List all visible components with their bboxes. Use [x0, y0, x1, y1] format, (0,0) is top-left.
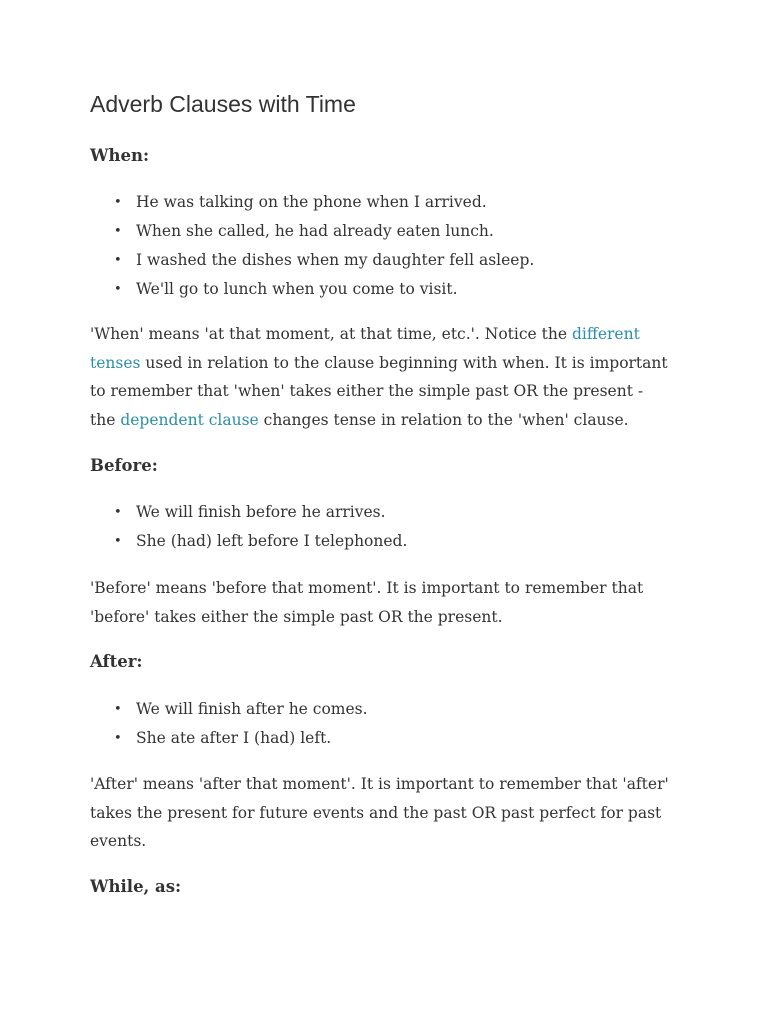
link-different[interactable]: different	[571, 325, 640, 343]
bullet-icon: •	[114, 505, 122, 520]
paragraph-text: 'Before' means 'before that moment'. It is important to remember that	[90, 579, 644, 597]
bullet-icon: •	[114, 534, 122, 549]
bullet-icon: •	[114, 702, 122, 717]
before-examples-list	[90, 498, 407, 556]
list-item	[90, 275, 534, 304]
when-explanation	[90, 320, 690, 434]
bullet-icon: •	[114, 253, 122, 268]
link-tenses[interactable]: tenses	[90, 353, 141, 372]
heading-while-as: While, as:	[90, 877, 182, 896]
page-title: Adverb Clauses with Time	[90, 91, 356, 117]
example-text: We will finish before he arrives.	[136, 503, 386, 521]
bullet-icon: •	[114, 731, 122, 746]
bullet-icon: •	[114, 224, 122, 239]
list-item	[90, 217, 534, 246]
example-text: He was talking on the phone when I arrived.	[136, 193, 487, 211]
example-text: She (had) left before I telephoned.	[136, 532, 408, 550]
paragraph-text: takes the present for future events and the past OR past perfect for past	[90, 803, 662, 822]
paragraph-text: used in relation to the clause beginning with when. It is important	[140, 353, 668, 372]
after-examples-list	[90, 695, 368, 753]
heading-when: When:	[90, 146, 150, 165]
paragraph-text: 'After' means 'after that moment'. It is important to remember that 'after'	[90, 775, 669, 793]
heading-before: Before:	[90, 456, 158, 475]
after-explanation	[90, 770, 690, 856]
example-text: She ate after I (had) left.	[136, 729, 332, 747]
paragraph-text: to remember that 'when' takes either the simple past OR the present -	[90, 382, 644, 400]
example-text: When she called, he had already eaten lunch.	[136, 222, 494, 240]
list-item	[90, 246, 534, 275]
list-item	[90, 527, 407, 556]
when-examples-list	[90, 188, 534, 304]
list-item	[90, 188, 534, 217]
paragraph-text: changes tense in relation to the 'when' clause.	[258, 410, 629, 429]
link-dependent-clause[interactable]: dependent clause	[120, 410, 259, 429]
paragraph-text: the	[90, 410, 121, 429]
list-item	[90, 498, 407, 527]
list-item	[90, 724, 368, 753]
paragraph-text: 'before' takes either the simple past OR the present.	[90, 607, 503, 626]
heading-after: After:	[90, 652, 143, 671]
example-text: I washed the dishes when my daughter fell asleep.	[136, 251, 535, 269]
bullet-icon: •	[114, 195, 122, 210]
example-text: We'll go to lunch when you come to visit.	[136, 280, 458, 298]
paragraph-text: 'When' means 'at that moment, at that time, etc.'. Notice the	[90, 325, 572, 343]
before-explanation	[90, 574, 690, 631]
bullet-icon: •	[114, 282, 122, 297]
paragraph-text: events.	[90, 832, 147, 850]
list-item	[90, 695, 368, 724]
example-text: We will finish after he comes.	[136, 700, 368, 718]
